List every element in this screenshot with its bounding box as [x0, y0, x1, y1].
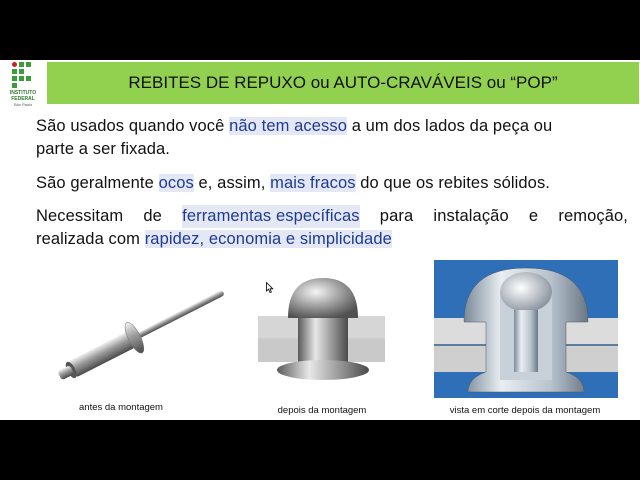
- highlight-weaker: mais fracos: [270, 174, 356, 192]
- logo-text-1: INSTITUTO: [9, 90, 37, 96]
- logo-text-2: FEDERAL: [11, 96, 35, 102]
- paragraph-3: Necessitam de ferramentas específicas para instalação e remoção, realizada com rapidez, economia e simplicidade: [36, 207, 628, 248]
- slide: [0, 60, 640, 420]
- paragraph-1: São usados quando você não tem acesso a um dos lados da peça ou parte a ser fixada.: [36, 117, 553, 158]
- highlight-specific-tools: ferramentas específicas: [182, 205, 359, 228]
- rivet-after-image: [258, 278, 385, 403]
- rivet-cross-section-image: [434, 260, 618, 398]
- rivet-before-image: [44, 285, 240, 385]
- slide-title: REBITES DE REPUXO ou AUTO-CRAVÁVEIS ou “POP”: [128, 73, 558, 92]
- highlight-hollow: ocos: [158, 174, 194, 192]
- title-bar: [47, 62, 639, 104]
- logo-text-3: São Paulo: [13, 102, 33, 107]
- logo-red-dot: [12, 62, 17, 67]
- highlight-no-access: não tem acesso: [229, 117, 348, 135]
- highlight-speed-economy: rapidez, economia e simplicidade: [144, 230, 392, 248]
- caption-after: depois da montagem: [277, 405, 367, 416]
- institute-logo: [3, 62, 43, 106]
- mouse-cursor-icon: [266, 282, 274, 294]
- caption-cross-section: vista em corte depois da montagem: [449, 405, 601, 416]
- paragraph-2: São geralmente ocos e, assim, mais fracos do que os rebites sólidos.: [36, 174, 550, 192]
- caption-before: antes da montagem: [79, 402, 163, 413]
